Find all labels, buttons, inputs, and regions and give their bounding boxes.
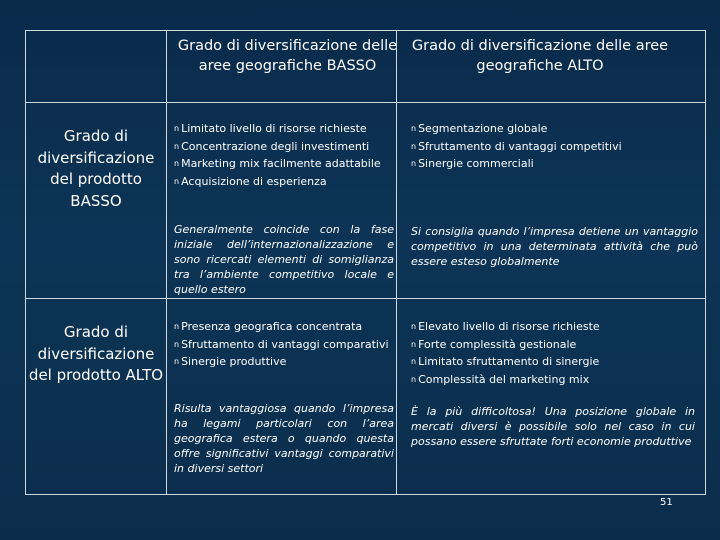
list-item: n Sinergie produttive (174, 355, 287, 368)
list-item: n Sinergie commerciali (411, 157, 534, 170)
list-item: n Marketing mix facilmente adattabile (174, 157, 381, 170)
table-divider-col2 (396, 30, 397, 495)
bullet-square-icon: n (174, 124, 180, 133)
list-item: n Limitato livello di risorse richieste (174, 122, 367, 135)
table-border-top (25, 30, 706, 31)
cell-r1c2-note: Si consiglia quando l’impresa detiene un vantaggio competitivo in una determinata attività che può essere esteso globalmente (411, 225, 698, 268)
bullet-square-icon: n (411, 339, 417, 349)
bullet-square-icon: n (174, 357, 180, 366)
bullet-square-icon: n (411, 159, 417, 168)
table-divider-row2 (25, 298, 706, 299)
bullet-square-icon: n (411, 374, 417, 384)
table-divider-col1 (166, 30, 167, 495)
page-number: 51 (660, 497, 673, 508)
list-item: n Segmentazione globale (411, 122, 548, 135)
cell-r2c2-note: È la più difficoltosa! Una posizione globale in mercati diversi è possibile solo nel caso in cui possano essere sfruttate forti economie produttive (411, 405, 695, 448)
list-item: n Acquisizione di esperienza (174, 174, 327, 188)
col-header-geo-high: Grado di diversificazione delle aree geografiche ALTO (411, 38, 669, 74)
list-item: n Elevato livello di risorse richieste (411, 320, 600, 333)
bullet-square-icon: n (411, 322, 417, 331)
bullet-square-icon: n (174, 339, 180, 349)
row-header-product-high: Grado di diversificazione del prodotto ALTO (28, 323, 164, 384)
list-item: n Presenza geografica concentrata (174, 320, 363, 333)
cell-r1c2-bullets (411, 121, 681, 174)
cell-r2c1-bullets (174, 319, 394, 372)
bullet-square-icon: n (174, 176, 180, 186)
list-item: n Complessità del marketing mix (411, 372, 590, 386)
table-border-bottom (25, 494, 706, 495)
bullet-square-icon: n (174, 322, 180, 331)
table-border-right (705, 30, 706, 495)
bullet-square-icon: n (411, 357, 417, 366)
row-header-product-low: Grado di diversificazione del prodotto BASSO (37, 127, 155, 210)
bullet-square-icon: n (411, 124, 417, 133)
col-header-geo-low: Grado di diversificazione delle aree geografiche BASSO (177, 38, 398, 74)
bullet-square-icon: n (411, 141, 417, 151)
list-item: n Sfruttamento di vantaggi comparativi (174, 337, 389, 351)
cell-r1c1-note: Generalmente coincide con la fase iniziale dell’internazionalizzazione e sono ricercati elementi di somiglianza tra l’ambiente competitivo locale e quello estero (174, 223, 394, 296)
list-item: n Limitato sfruttamento di sinergie (411, 355, 600, 368)
cell-r2c2-bullets (411, 319, 681, 389)
list-item: n Concentrazione degli investimenti (174, 139, 370, 153)
cell-r2c1-note: Risulta vantaggiosa quando l’impresa ha legami particolari con l’area geografica estera o quando questa offre significativi vantaggi comparativi in diversi settori (174, 402, 394, 475)
table-border-left (25, 30, 26, 495)
list-item: n Forte complessità gestionale (411, 337, 577, 351)
table-divider-row1 (25, 102, 706, 103)
list-item: n Sfruttamento di vantaggi competitivi (411, 139, 622, 153)
bullet-square-icon: n (174, 159, 180, 168)
cell-r1c1-bullets (174, 121, 394, 191)
bullet-square-icon: n (174, 141, 180, 151)
